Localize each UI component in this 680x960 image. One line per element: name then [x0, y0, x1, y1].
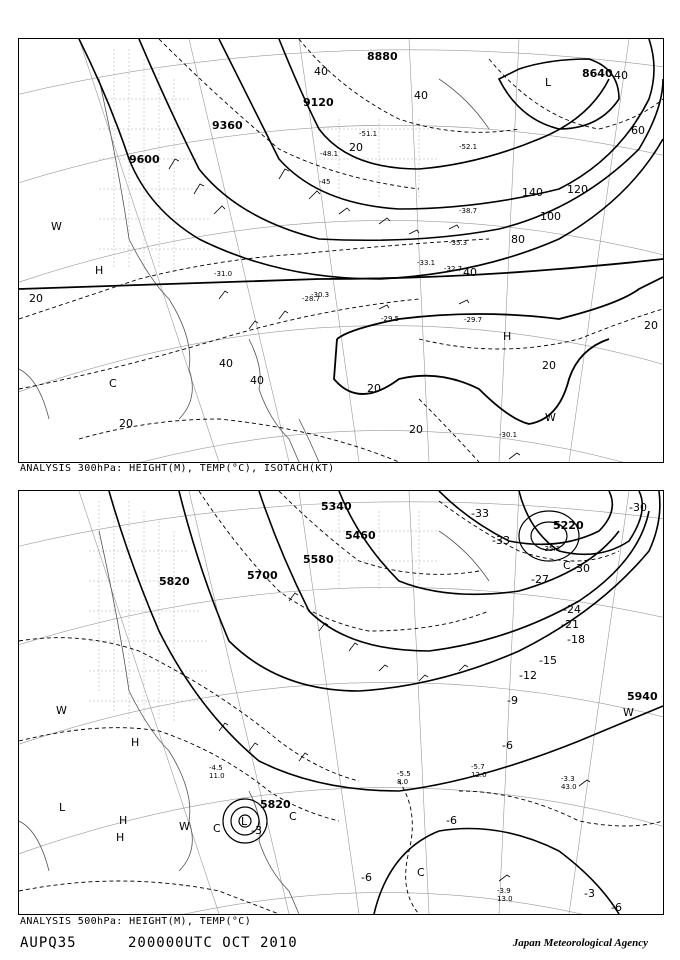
height-label: 5820	[260, 798, 291, 811]
temp-label: -45	[319, 178, 331, 186]
temp-label: -29.7	[464, 316, 483, 324]
warm-symbol: W	[56, 704, 67, 717]
warm-symbol: W	[545, 411, 556, 424]
temp-label: -33.1	[417, 259, 436, 267]
temp-label: -33	[492, 534, 510, 547]
temp-label: -52.1	[459, 143, 478, 151]
warm-symbol: W	[623, 706, 634, 719]
wind-barbs	[169, 159, 520, 459]
temp-label: -6	[446, 814, 457, 827]
map-500hpa-svg	[19, 491, 663, 914]
temp-label: -51.1	[359, 130, 378, 138]
station-value: 43.0	[561, 783, 577, 791]
isotach-label: 40	[219, 357, 233, 370]
height-label: 5220	[553, 519, 584, 532]
high-pressure-symbol: H	[116, 831, 125, 844]
temp-label: -3	[584, 887, 595, 900]
station-value: -35.3	[542, 545, 561, 553]
isotach-label: 20	[644, 319, 658, 332]
station-value: -3.9	[497, 887, 511, 895]
station-value: -5.7	[471, 763, 485, 771]
station-value: -4.5	[209, 764, 223, 772]
temp-label: -35.3	[449, 239, 468, 247]
isotach-label: 20	[119, 417, 133, 430]
high-pressure-symbol: H	[131, 736, 140, 749]
graticule	[19, 491, 663, 914]
cold-symbol: C	[213, 822, 221, 835]
isotach-label: 20	[409, 423, 423, 436]
height-label: 5700	[247, 569, 278, 582]
station-value: -3.3	[561, 775, 575, 783]
high-pressure-symbol: H	[95, 264, 104, 277]
graticule	[19, 39, 663, 462]
isotach-label: 40	[250, 374, 264, 387]
station-value: 11.0	[209, 772, 225, 780]
station-value: 12.0	[471, 771, 487, 779]
temp-label: -30	[629, 501, 647, 514]
temp-label: -27	[531, 573, 549, 586]
coastlines	[19, 79, 489, 462]
isotach-label: 40	[614, 69, 628, 82]
height-label: 5460	[345, 529, 376, 542]
map-panel-500hpa	[18, 490, 664, 915]
height-label: 9120	[303, 96, 334, 109]
temp-label: -38.7	[459, 207, 478, 215]
isotach-label: 100	[540, 210, 561, 223]
temp-label: -30.1	[499, 431, 518, 439]
warm-symbol: W	[51, 220, 62, 233]
isotach-label: 40	[314, 65, 328, 78]
high-pressure-symbol: H	[503, 330, 512, 343]
caption-300hpa: ANALYSIS 300hPa: HEIGHT(M), TEMP(°C), ISOTACH(KT)	[20, 463, 335, 474]
temp-label: -6	[502, 739, 513, 752]
low-pressure-symbol: L	[59, 801, 66, 814]
height-label: 5340	[321, 500, 352, 513]
temp-label: -29.5	[381, 315, 400, 323]
height-label: 8640	[582, 67, 613, 80]
agency-name: Japan Meteorological Agency	[512, 937, 648, 949]
isotach-label: 40	[414, 89, 428, 102]
isotach-label: 20	[367, 382, 381, 395]
temp-label: -6	[361, 871, 372, 884]
high-pressure-symbol: H	[119, 814, 128, 827]
temp-label: -3	[251, 824, 262, 837]
temp-label: -28.7	[302, 295, 321, 303]
low-pressure-symbol: L	[545, 76, 552, 89]
temperature-contours	[19, 491, 663, 914]
temp-label: -15	[539, 654, 557, 667]
height-label: 9360	[212, 119, 243, 132]
isotach-label: 140	[522, 186, 543, 199]
height-label: 8880	[367, 50, 398, 63]
cold-symbol: C	[417, 866, 425, 879]
isotach-label: 20	[349, 141, 363, 154]
chart-valid-time: 200000UTC OCT 2010	[128, 935, 298, 951]
temp-label: -21	[561, 618, 579, 631]
temp-label: -6	[611, 901, 622, 914]
temp-label: -30	[572, 562, 590, 575]
temp-label: -48.1	[320, 150, 339, 158]
caption-500hpa: ANALYSIS 500hPa: HEIGHT(M), TEMP(°C)	[20, 916, 252, 927]
cold-symbol: C	[289, 810, 297, 823]
height-label: 5940	[627, 690, 658, 703]
temp-label: -24	[563, 603, 581, 616]
isotach-label: 60	[631, 124, 645, 137]
isotach-label: 40	[463, 266, 477, 279]
temp-label: -33	[471, 507, 489, 520]
height-label: 5580	[303, 553, 334, 566]
temp-label: -18	[567, 633, 585, 646]
temp-label: -9	[507, 694, 518, 707]
cold-symbol: C	[109, 377, 117, 390]
map-300hpa-svg	[19, 39, 663, 462]
height-label: 5820	[159, 575, 190, 588]
station-value: 13.0	[497, 895, 513, 903]
isotachs	[19, 39, 663, 462]
temp-label: -32.7	[444, 265, 463, 273]
warm-symbol: W	[179, 820, 190, 833]
isotach-label: 120	[567, 183, 588, 196]
temp-label: -12	[519, 669, 537, 682]
station-value: -5.5	[397, 770, 411, 778]
temp-label: -30.3	[311, 291, 330, 299]
cold-symbol: C	[563, 559, 571, 572]
isotach-label: 20	[29, 292, 43, 305]
height-label: 9600	[129, 153, 160, 166]
isotach-label: 80	[511, 233, 525, 246]
isotach-label: 20	[542, 359, 556, 372]
temp-label: -31.0	[214, 270, 233, 278]
station-value: 8.0	[397, 778, 409, 786]
map-panel-300hpa	[18, 38, 664, 463]
chart-code: AUPQ35	[20, 935, 77, 951]
low-pressure-symbol: L	[241, 815, 248, 828]
